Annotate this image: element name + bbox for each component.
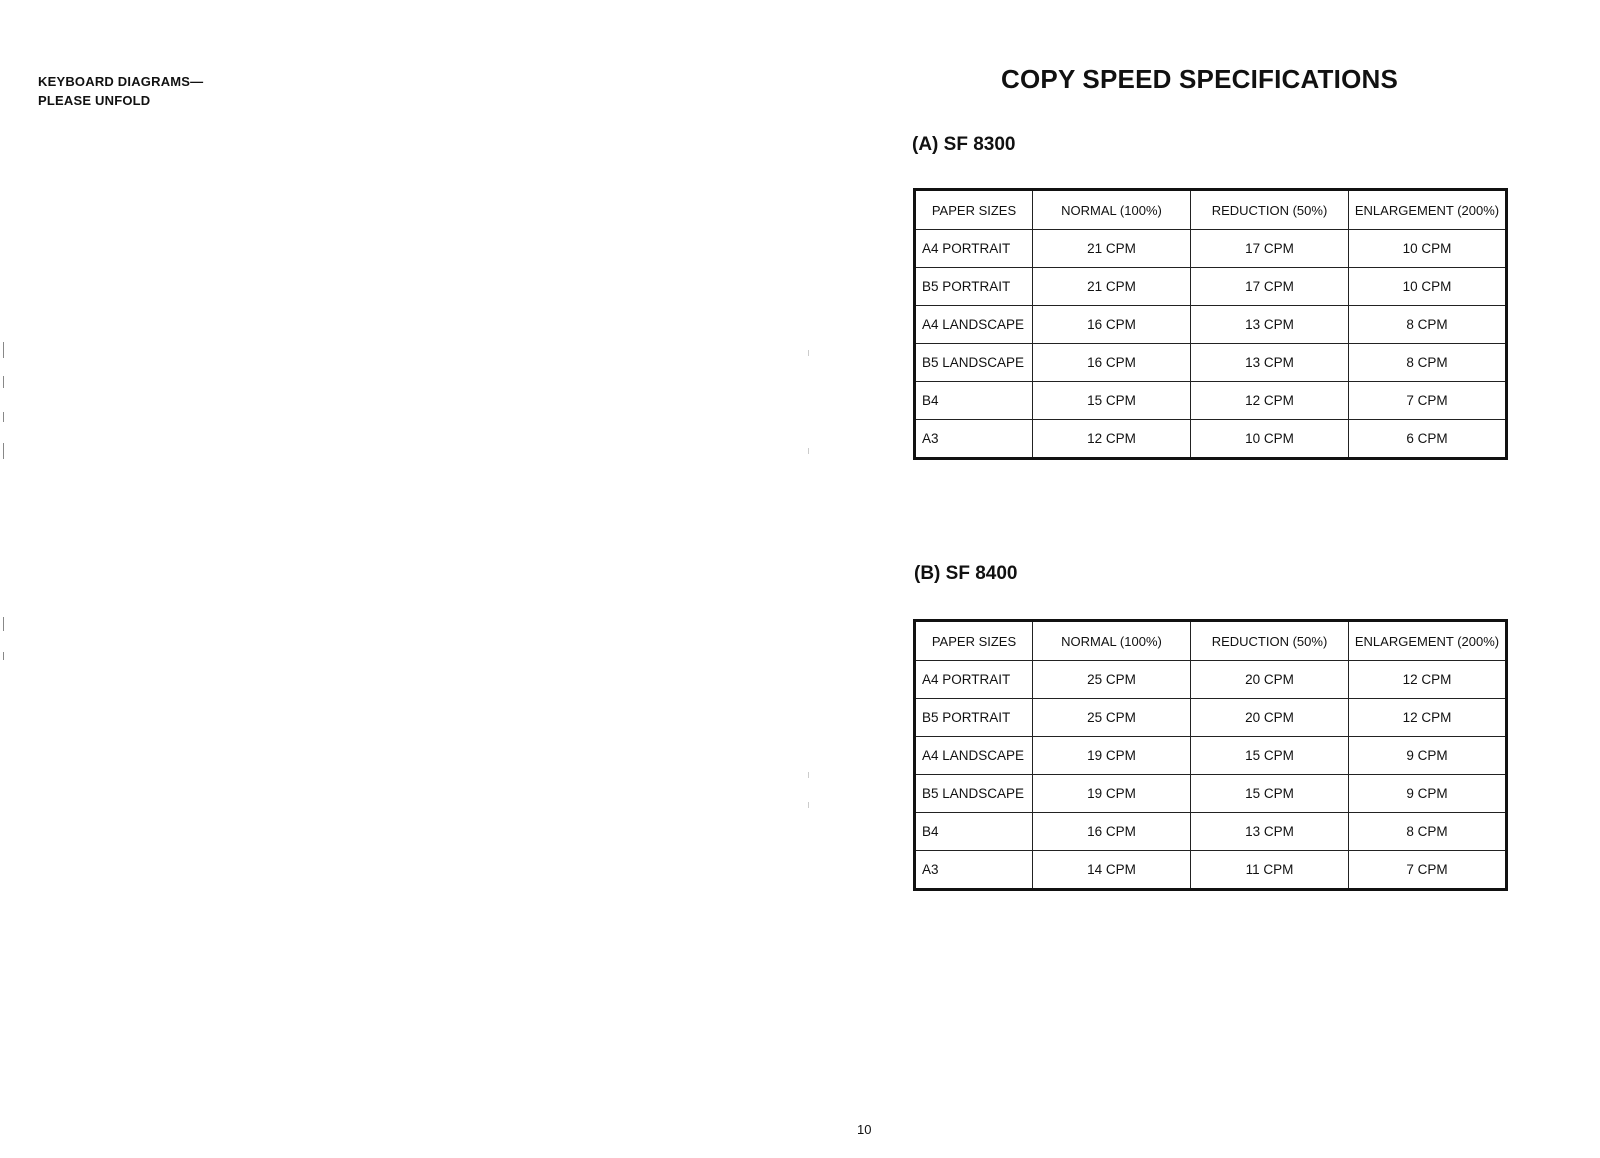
table-row [915, 851, 1507, 890]
table-row [915, 344, 1507, 382]
table-row [915, 382, 1507, 420]
table-row [915, 775, 1507, 813]
scan-edge-mark [3, 376, 4, 388]
reduction-speed-cell: 13 CPM [1191, 306, 1349, 344]
enlargement-speed-cell: 8 CPM [1349, 813, 1507, 851]
column-header-enlargement: ENLARGEMENT (200%) [1349, 621, 1507, 661]
enlargement-speed-cell: 6 CPM [1349, 420, 1507, 459]
normal-speed-cell: 19 CPM [1033, 775, 1191, 813]
enlargement-speed-cell: 10 CPM [1349, 268, 1507, 306]
enlargement-speed-cell: 12 CPM [1349, 661, 1507, 699]
spec-table-sf8300 [913, 188, 1508, 460]
normal-speed-cell: 19 CPM [1033, 737, 1191, 775]
enlargement-speed-cell: 7 CPM [1349, 382, 1507, 420]
page-title: COPY SPEED SPECIFICATIONS [1001, 64, 1399, 94]
reduction-speed-cell: 11 CPM [1191, 851, 1349, 890]
spec-table-sf8400 [913, 619, 1508, 891]
column-header-reduction: REDUCTION (50%) [1191, 190, 1349, 230]
paper-size-cell: A4 PORTRAIT [915, 661, 1033, 699]
reduction-speed-cell: 20 CPM [1191, 699, 1349, 737]
paper-size-cell: A3 [915, 420, 1033, 459]
left-note-line-2: PLEASE UNFOLD [38, 93, 151, 108]
normal-speed-cell: 25 CPM [1033, 699, 1191, 737]
paper-size-cell: A3 [915, 851, 1033, 890]
normal-speed-cell: 16 CPM [1033, 306, 1191, 344]
table-row [915, 306, 1507, 344]
table-header-row [915, 621, 1507, 661]
section-heading-sf8400: (B) SF 8400 [914, 563, 1018, 584]
scan-edge-mark [3, 617, 4, 631]
scan-edge-mark [3, 652, 4, 660]
paper-size-cell: A4 PORTRAIT [915, 230, 1033, 268]
section-heading-sf8300: (A) SF 8300 [912, 134, 1016, 155]
enlargement-speed-cell: 8 CPM [1349, 344, 1507, 382]
left-note-line-1: KEYBOARD DIAGRAMS— [38, 74, 204, 89]
reduction-speed-cell: 15 CPM [1191, 775, 1349, 813]
reduction-speed-cell: 13 CPM [1191, 344, 1349, 382]
normal-speed-cell: 21 CPM [1033, 230, 1191, 268]
normal-speed-cell: 25 CPM [1033, 661, 1191, 699]
table-row [915, 230, 1507, 268]
normal-speed-cell: 12 CPM [1033, 420, 1191, 459]
normal-speed-cell: 21 CPM [1033, 268, 1191, 306]
column-header-reduction: REDUCTION (50%) [1191, 621, 1349, 661]
reduction-speed-cell: 15 CPM [1191, 737, 1349, 775]
scan-edge-mark [3, 412, 4, 422]
gutter-mark [808, 350, 809, 356]
reduction-speed-cell: 17 CPM [1191, 268, 1349, 306]
scan-edge-mark [3, 342, 4, 358]
table-row [915, 737, 1507, 775]
gutter-mark [808, 448, 809, 454]
enlargement-speed-cell: 7 CPM [1349, 851, 1507, 890]
normal-speed-cell: 14 CPM [1033, 851, 1191, 890]
paper-size-cell: B5 LANDSCAPE [915, 775, 1033, 813]
table-header-row [915, 190, 1507, 230]
paper-size-cell: B5 PORTRAIT [915, 268, 1033, 306]
enlargement-speed-cell: 10 CPM [1349, 230, 1507, 268]
scan-edge-mark [3, 443, 4, 459]
column-header-enlargement: ENLARGEMENT (200%) [1349, 190, 1507, 230]
enlargement-speed-cell: 9 CPM [1349, 737, 1507, 775]
table-row [915, 268, 1507, 306]
paper-size-cell: B5 PORTRAIT [915, 699, 1033, 737]
table-row [915, 813, 1507, 851]
enlargement-speed-cell: 9 CPM [1349, 775, 1507, 813]
paper-size-cell: B4 [915, 382, 1033, 420]
enlargement-speed-cell: 8 CPM [1349, 306, 1507, 344]
column-header-normal: NORMAL (100%) [1033, 621, 1191, 661]
column-header-paper-sizes: PAPER SIZES [915, 621, 1033, 661]
page-number: 10 [857, 1122, 872, 1137]
paper-size-cell: A4 LANDSCAPE [915, 737, 1033, 775]
table-row [915, 420, 1507, 459]
gutter-mark [808, 802, 809, 808]
enlargement-speed-cell: 12 CPM [1349, 699, 1507, 737]
normal-speed-cell: 16 CPM [1033, 813, 1191, 851]
left-note [38, 72, 203, 110]
column-header-paper-sizes: PAPER SIZES [915, 190, 1033, 230]
table-row [915, 699, 1507, 737]
paper-size-cell: B4 [915, 813, 1033, 851]
reduction-speed-cell: 17 CPM [1191, 230, 1349, 268]
gutter-mark [808, 772, 809, 778]
column-header-normal: NORMAL (100%) [1033, 190, 1191, 230]
table-row [915, 661, 1507, 699]
reduction-speed-cell: 10 CPM [1191, 420, 1349, 459]
paper-size-cell: A4 LANDSCAPE [915, 306, 1033, 344]
reduction-speed-cell: 13 CPM [1191, 813, 1349, 851]
paper-size-cell: B5 LANDSCAPE [915, 344, 1033, 382]
normal-speed-cell: 16 CPM [1033, 344, 1191, 382]
reduction-speed-cell: 12 CPM [1191, 382, 1349, 420]
normal-speed-cell: 15 CPM [1033, 382, 1191, 420]
reduction-speed-cell: 20 CPM [1191, 661, 1349, 699]
